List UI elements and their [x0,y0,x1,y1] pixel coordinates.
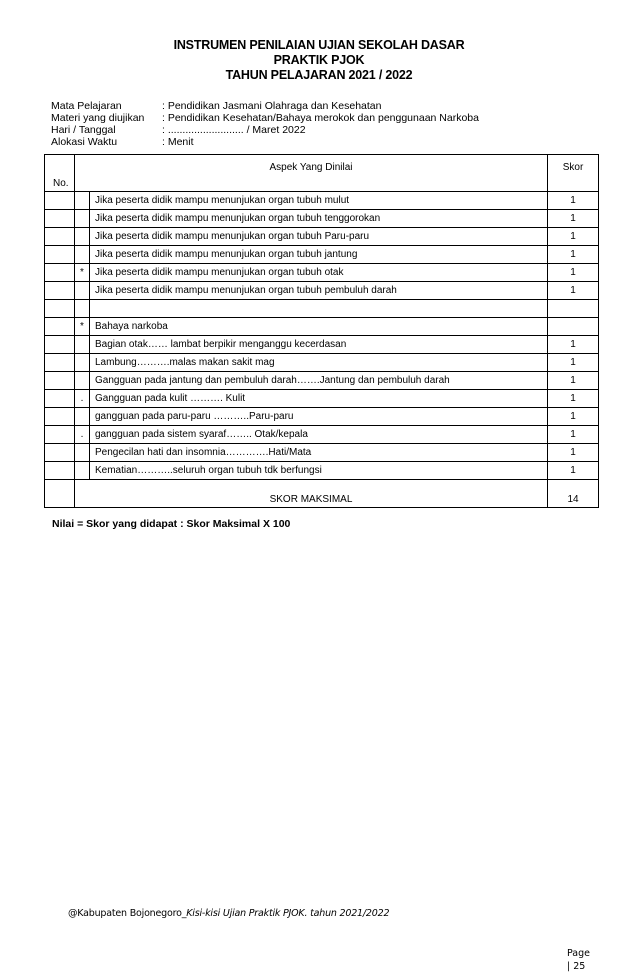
aspect-text: Jika peserta didik mampu menunjukan organ tubuh otak [90,264,548,282]
column-header-no: No. [45,155,75,192]
aspect-text: Jika peserta didik mampu menunjukan organ tubuh mulut [90,192,548,210]
table-row [45,408,599,426]
aspect-text: Jika peserta didik mampu menunjukan organ tubuh tenggorokan [90,210,548,228]
title-line-2: PRAKTIK PJOK [273,53,365,67]
column-header-aspek: Aspek Yang Dinilai [75,155,548,192]
table-row [45,444,599,462]
document-footer [68,908,389,919]
row-number-cell [45,282,75,300]
column-header-skor: Skor [548,155,599,192]
row-number-cell [45,354,75,372]
aspect-text: Pengecilan hati dan insomnia………….Hati/Mata [90,444,548,462]
score-formula: Nilai = Skor yang didapat : Skor Maksimal X 100 [52,518,291,530]
table-row [45,264,599,282]
aspect-text: Jika peserta didik mampu menunjukan organ tubuh jantung [90,246,548,264]
exam-info [51,100,479,148]
row-marker [75,228,90,246]
row-number-cell [45,444,75,462]
row-marker: . [75,426,90,444]
row-marker: . [75,390,90,408]
info-row [51,124,479,136]
total-score: 14 [548,480,599,508]
info-value: : Pendidikan Jasmani Olahraga dan Kesehatan [162,100,382,112]
table-row [45,390,599,408]
aspect-text: Jika peserta didik mampu menunjukan organ tubuh pembuluh darah [90,282,548,300]
aspect-score [548,318,599,336]
row-marker [75,372,90,390]
footer-doc-title: Kisi-kisi Ujian Praktik PJOK. tahun 2021/2022 [186,908,390,919]
row-number-cell [45,336,75,354]
aspect-score: 1 [548,372,599,390]
row-marker [75,408,90,426]
row-number-cell [45,426,75,444]
aspect-score: 1 [548,444,599,462]
info-label: Alokasi Waktu [51,136,118,148]
aspect-score [548,300,599,318]
row-marker [75,462,90,480]
aspect-text: Jika peserta didik mampu menunjukan organ tubuh Paru-paru [90,228,548,246]
table-row [45,300,599,318]
title-line-1: INSTRUMEN PENILAIAN UJIAN SEKOLAH DASAR [173,38,465,52]
table-row [45,246,599,264]
aspect-score: 1 [548,462,599,480]
row-number-cell [45,264,75,282]
aspect-score: 1 [548,282,599,300]
row-number-cell [45,318,75,336]
title-line-3: TAHUN PELAJARAN 2021 / 2022 [225,68,413,82]
info-label: Mata Pelajaran [51,100,122,112]
row-number-cell [45,480,75,508]
total-row [45,480,599,508]
assessment-table [44,154,599,508]
table-row [45,282,599,300]
info-row [51,112,479,124]
row-number-cell [45,408,75,426]
footer-org: @Kabupaten Bojonegoro_ [68,908,187,919]
aspect-score: 1 [548,426,599,444]
table-row [45,462,599,480]
table-row [45,318,599,336]
aspect-score: 1 [548,246,599,264]
row-number-cell [45,390,75,408]
aspect-text: Gangguan pada kulit ………. Kulit [90,390,548,408]
row-number-cell [45,246,75,264]
row-marker: * [75,318,90,336]
aspect-text: Kematian………..seluruh organ tubuh tdk berfungsi [90,462,548,480]
row-marker [75,300,90,318]
aspect-score: 1 [548,210,599,228]
aspect-text: Gangguan pada jantung dan pembuluh darah…….Jantung dan pembuluh darah [90,372,548,390]
row-marker [75,246,90,264]
aspect-text: Bahaya narkoba [90,318,548,336]
total-label: SKOR MAKSIMAL [75,480,548,508]
table-row [45,192,599,210]
info-row [51,136,479,148]
table-row [45,228,599,246]
table-row [45,354,599,372]
table-row [45,336,599,354]
aspect-text: Lambung……….malas makan sakit mag [90,354,548,372]
aspect-score: 1 [548,228,599,246]
aspect-text: gangguan pada paru-paru ………..Paru-paru [90,408,548,426]
document-header [0,38,638,83]
row-number-cell [45,300,75,318]
aspect-text [90,300,548,318]
aspect-score: 1 [548,354,599,372]
row-number-cell [45,372,75,390]
row-marker [75,192,90,210]
aspect-text: gangguan pada sistem syaraf…….. Otak/kepala [90,426,548,444]
row-marker [75,210,90,228]
info-value: : .......................... / Maret 2022 [162,124,306,136]
aspect-score: 1 [548,390,599,408]
aspect-score: 1 [548,192,599,210]
info-label: Hari / Tanggal [51,124,116,136]
table-row [45,426,599,444]
row-number-cell [45,462,75,480]
table-row [45,210,599,228]
row-number-cell [45,192,75,210]
row-number-cell [45,228,75,246]
info-value: : Pendidikan Kesehatan/Bahaya merokok dan penggunaan Narkoba [162,112,479,124]
page-label: Page [567,948,590,959]
page-number [567,947,590,973]
row-marker: * [75,264,90,282]
info-row [51,100,479,112]
row-marker [75,282,90,300]
aspect-text: Bagian otak…… lambat berpikir menganggu kecerdasan [90,336,548,354]
row-marker [75,336,90,354]
aspect-score: 1 [548,264,599,282]
row-marker [75,354,90,372]
info-value: : Menit [162,136,194,148]
row-number-cell [45,210,75,228]
table-header-row [45,155,599,192]
info-label: Materi yang diujikan [51,112,145,124]
aspect-score: 1 [548,336,599,354]
row-marker [75,444,90,462]
table-row [45,372,599,390]
page-value: | 25 [567,961,586,972]
aspect-score: 1 [548,408,599,426]
